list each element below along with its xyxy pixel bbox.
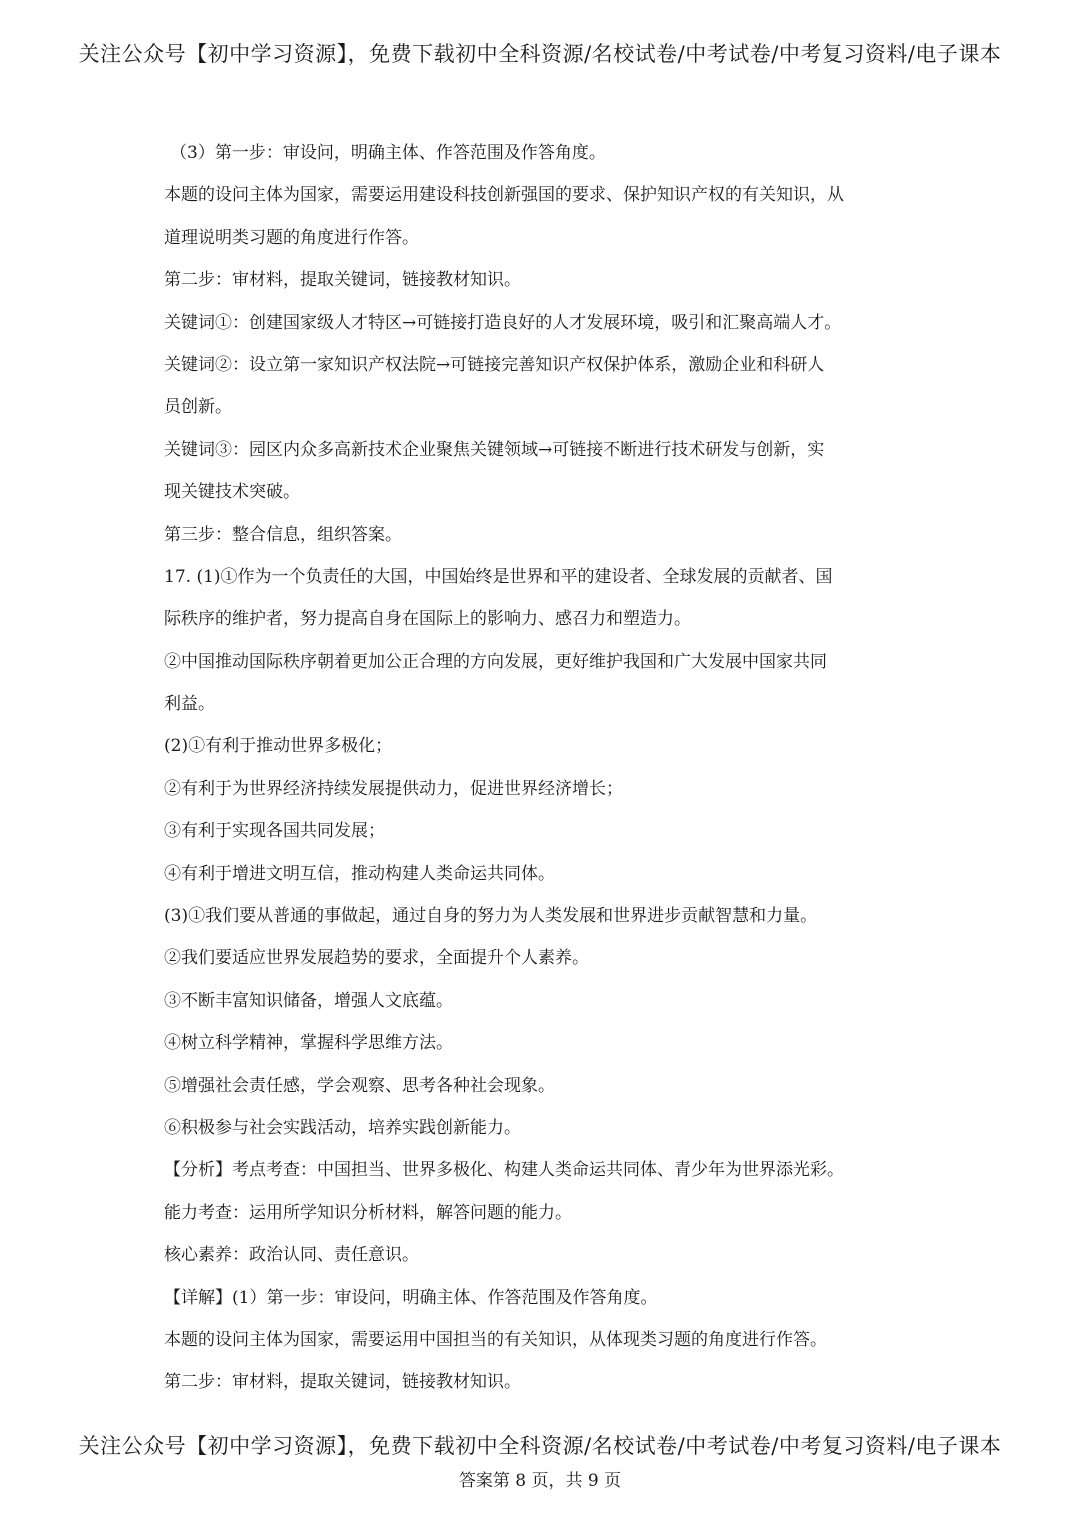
text-line: 道理说明类习题的角度进行作答。 — [164, 227, 419, 248]
text-line: 关键词①：创建国家级人才特区→可链接打造良好的人才发展环境，吸引和汇聚高端人才。 — [164, 312, 842, 333]
text-line: ⑥积极参与社会实践活动，培养实践创新能力。 — [164, 1117, 521, 1138]
text-line: 第三步：整合信息，组织答案。 — [164, 524, 402, 545]
text-line: ②中国推动国际秩序朝着更加公正合理的方向发展，更好维护我国和广大发展中国家共同 — [164, 651, 827, 672]
text-line: ②有利于为世界经济持续发展提供动力，促进世界经济增长； — [164, 778, 623, 799]
text-line: 利益。 — [164, 694, 215, 715]
text-line: 第二步：审材料，提取关键词，链接教材知识。 — [164, 1372, 521, 1393]
text-line: 能力考查：运用所学知识分析材料，解答问题的能力。 — [164, 1202, 572, 1223]
text-line: 现关键技术突破。 — [164, 482, 300, 503]
text-line: ②我们要适应世界发展趋势的要求，全面提升个人素养。 — [164, 948, 589, 969]
text-line: ③不断丰富知识储备，增强人文底蕴。 — [164, 990, 453, 1011]
text-line: ③有利于实现各国共同发展； — [164, 821, 385, 842]
text-line: 关键词②：设立第一家知识产权法院→可链接完善知识产权保护体系，激励企业和科研人 — [164, 354, 825, 375]
text-line: 【详解】(1）第一步：审设问，明确主体、作答范围及作答角度。 — [164, 1287, 658, 1308]
text-line: 17. (1)①作为一个负责任的大国，中国始终是世界和平的建设者、全球发展的贡献者、国 — [164, 566, 833, 587]
text-line: 【分析】考点考查：中国担当、世界多极化、构建人类命运共同体、青少年为世界添光彩。 — [164, 1160, 844, 1181]
text-line: 核心素养：政治认同、责任意识。 — [164, 1245, 419, 1266]
text-line: (2)①有利于推动世界多极化； — [164, 736, 393, 757]
text-line: 际秩序的维护者，努力提高自身在国际上的影响力、感召力和塑造力。 — [164, 609, 691, 630]
text-line: 员创新。 — [164, 397, 232, 418]
text-line: 关键词③：园区内众多高新技术企业聚焦关键领域→可链接不断进行技术研发与创新，实 — [164, 439, 825, 460]
bottom-banner: 关注公众号【初中学习资源】，免费下载初中全科资源/名校试卷/中考试卷/中考复习资料/电子课本 — [78, 1434, 1002, 1458]
text-line: 本题的设问主体为国家，需要运用建设科技创新强国的要求、保护知识产权的有关知识，从 — [164, 185, 844, 206]
text-line: 本题的设问主体为国家，需要运用中国担当的有关知识，从体现类习题的角度进行作答。 — [164, 1329, 827, 1350]
top-banner: 关注公众号【初中学习资源】，免费下载初中全科资源/名校试卷/中考试卷/中考复习资料/电子课本 — [78, 42, 1002, 66]
text-line: （3）第一步：审设问，明确主体、作答范围及作答角度。 — [170, 143, 606, 163]
answer-content — [164, 139, 924, 1411]
text-line: ⑤增强社会责任感，学会观察、思考各种社会现象。 — [164, 1075, 555, 1096]
text-line: ④有利于增进文明互信，推动构建人类命运共同体。 — [164, 863, 555, 884]
text-line: (3)①我们要从普通的事做起，通过自身的努力为人类发展和世界进步贡献智慧和力量。 — [164, 906, 818, 927]
page-number: 答案第 8 页，共 9 页 — [458, 1471, 622, 1491]
text-line: ④树立科学精神，掌握科学思维方法。 — [164, 1033, 453, 1054]
text-line: 第二步：审材料，提取关键词，链接教材知识。 — [164, 270, 521, 291]
